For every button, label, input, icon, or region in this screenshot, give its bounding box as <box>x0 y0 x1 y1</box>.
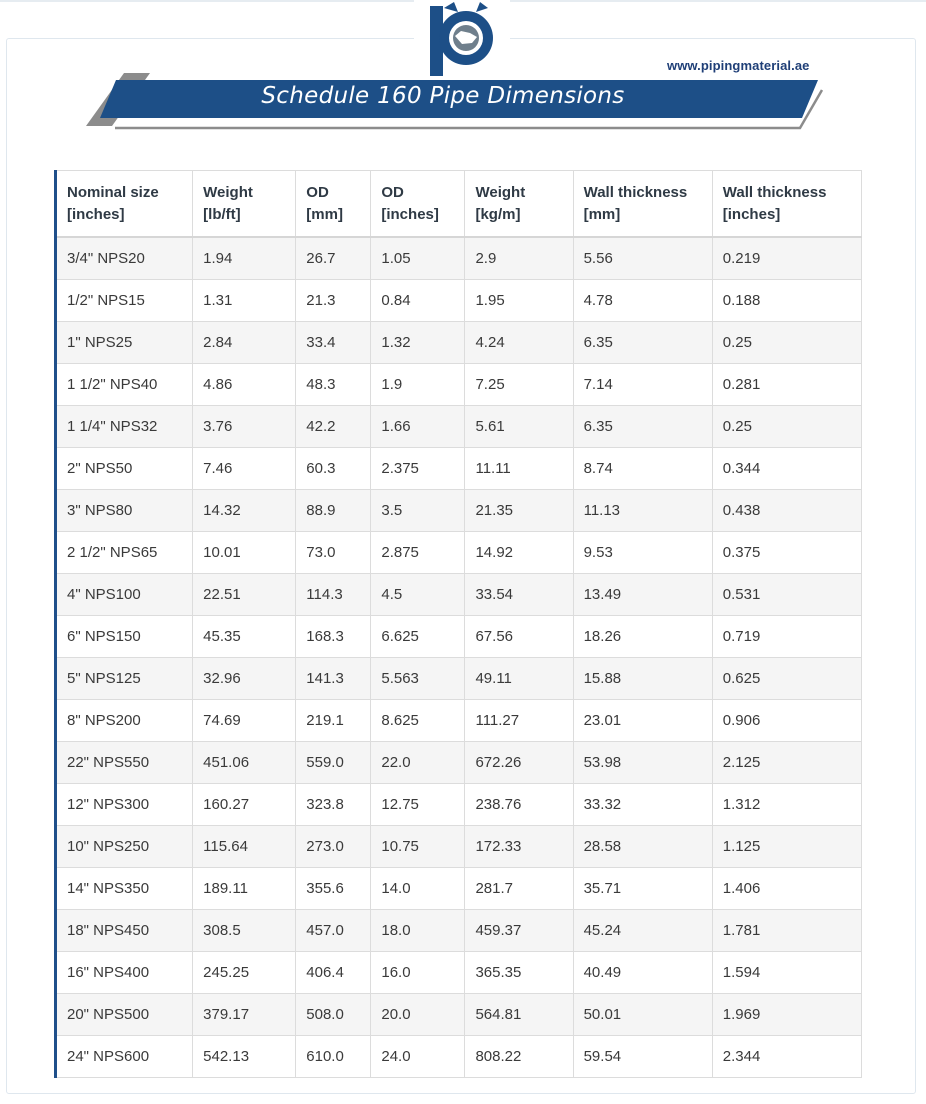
table-cell-od-mm: 73.0 <box>296 532 371 574</box>
table-cell-wall-thickness-mm: 40.49 <box>573 952 712 994</box>
table-row <box>56 364 862 406</box>
column-header-od-inches <box>371 171 465 238</box>
table-cell-weight-kgm: 238.76 <box>465 784 573 826</box>
table-cell-weight-kgm: 281.7 <box>465 868 573 910</box>
table-cell-wall-thickness-inches: 0.344 <box>712 448 861 490</box>
table-row <box>56 406 862 448</box>
table-cell-od-inches: 18.0 <box>371 910 465 952</box>
table-row <box>56 490 862 532</box>
table-cell-od-inches: 1.05 <box>371 237 465 280</box>
column-header-od-mm <box>296 171 371 238</box>
table-cell-weight-kgm: 172.33 <box>465 826 573 868</box>
table-cell-od-inches: 12.75 <box>371 784 465 826</box>
table-cell-wall-thickness-mm: 28.58 <box>573 826 712 868</box>
column-header-unit: [mm] <box>306 205 343 223</box>
table-cell-weight-lbft: 45.35 <box>193 616 296 658</box>
table-cell-weight-kgm: 33.54 <box>465 574 573 616</box>
column-header-unit: [inches] <box>67 205 125 223</box>
table-cell-nominal-size: 14" NPS350 <box>56 868 193 910</box>
table-cell-wall-thickness-mm: 33.32 <box>573 784 712 826</box>
table-cell-nominal-size: 10" NPS250 <box>56 826 193 868</box>
table-cell-od-inches: 5.563 <box>371 658 465 700</box>
table-cell-wall-thickness-inches: 1.406 <box>712 868 861 910</box>
table-cell-od-inches: 1.32 <box>371 322 465 364</box>
table-cell-od-mm: 323.8 <box>296 784 371 826</box>
table-cell-weight-lbft: 4.86 <box>193 364 296 406</box>
column-header-label: OD <box>306 183 329 201</box>
table-cell-weight-lbft: 160.27 <box>193 784 296 826</box>
table-cell-weight-lbft: 189.11 <box>193 868 296 910</box>
table-cell-nominal-size: 22" NPS550 <box>56 742 193 784</box>
page-title: Schedule 160 Pipe Dimensions <box>261 83 625 109</box>
table-cell-weight-kgm: 14.92 <box>465 532 573 574</box>
table-cell-weight-lbft: 10.01 <box>193 532 296 574</box>
column-header-label: Nominal size <box>67 183 159 201</box>
table-cell-weight-lbft: 308.5 <box>193 910 296 952</box>
table-cell-wall-thickness-mm: 15.88 <box>573 658 712 700</box>
table-row <box>56 237 862 280</box>
table-cell-od-inches: 16.0 <box>371 952 465 994</box>
table-cell-wall-thickness-mm: 50.01 <box>573 994 712 1036</box>
table-row <box>56 994 862 1036</box>
column-header-wall-thickness-mm <box>573 171 712 238</box>
table-row <box>56 280 862 322</box>
table-cell-od-mm: 60.3 <box>296 448 371 490</box>
table-cell-weight-kgm: 1.95 <box>465 280 573 322</box>
table-cell-od-mm: 219.1 <box>296 700 371 742</box>
table-header-row <box>56 171 862 238</box>
table-cell-od-mm: 610.0 <box>296 1036 371 1078</box>
table-row <box>56 448 862 490</box>
table-cell-wall-thickness-inches: 2.344 <box>712 1036 861 1078</box>
table-cell-wall-thickness-mm: 5.56 <box>573 237 712 280</box>
table-cell-nominal-size: 5" NPS125 <box>56 658 193 700</box>
table-cell-weight-lbft: 115.64 <box>193 826 296 868</box>
column-header-label: Wall thickness <box>583 183 688 201</box>
table-row <box>56 322 862 364</box>
table-cell-weight-kgm: 808.22 <box>465 1036 573 1078</box>
table-cell-wall-thickness-mm: 13.49 <box>573 574 712 616</box>
table-cell-weight-kgm: 67.56 <box>465 616 573 658</box>
table-cell-wall-thickness-inches: 1.781 <box>712 910 861 952</box>
table-cell-weight-kgm: 459.37 <box>465 910 573 952</box>
column-header-weight-lbft <box>193 171 296 238</box>
table-cell-wall-thickness-inches: 0.25 <box>712 406 861 448</box>
table-cell-weight-lbft: 14.32 <box>193 490 296 532</box>
table-cell-od-mm: 406.4 <box>296 952 371 994</box>
table-row <box>56 532 862 574</box>
table-cell-wall-thickness-mm: 35.71 <box>573 868 712 910</box>
table-cell-wall-thickness-mm: 7.14 <box>573 364 712 406</box>
table-cell-od-inches: 14.0 <box>371 868 465 910</box>
table-cell-od-inches: 24.0 <box>371 1036 465 1078</box>
table-cell-wall-thickness-inches: 2.125 <box>712 742 861 784</box>
table-cell-od-mm: 26.7 <box>296 237 371 280</box>
table-cell-wall-thickness-mm: 9.53 <box>573 532 712 574</box>
column-header-weight-kgm <box>465 171 573 238</box>
column-header-nominal-size <box>56 171 193 238</box>
table-cell-od-inches: 4.5 <box>371 574 465 616</box>
table-cell-od-mm: 508.0 <box>296 994 371 1036</box>
table-cell-nominal-size: 3" NPS80 <box>56 490 193 532</box>
column-header-unit: [kg/m] <box>475 205 521 223</box>
table-cell-weight-lbft: 542.13 <box>193 1036 296 1078</box>
table-cell-wall-thickness-inches: 1.125 <box>712 826 861 868</box>
table-cell-wall-thickness-inches: 1.594 <box>712 952 861 994</box>
table-cell-od-inches: 8.625 <box>371 700 465 742</box>
table-cell-nominal-size: 24" NPS600 <box>56 1036 193 1078</box>
column-header-label: Weight <box>475 183 526 201</box>
table-cell-nominal-size: 1/2" NPS15 <box>56 280 193 322</box>
table-cell-od-inches: 0.84 <box>371 280 465 322</box>
table-cell-weight-kgm: 564.81 <box>465 994 573 1036</box>
table-cell-nominal-size: 18" NPS450 <box>56 910 193 952</box>
table-row <box>56 616 862 658</box>
table-cell-wall-thickness-inches: 0.188 <box>712 280 861 322</box>
table-cell-weight-kgm: 11.11 <box>465 448 573 490</box>
table-cell-weight-lbft: 74.69 <box>193 700 296 742</box>
table-cell-wall-thickness-mm: 18.26 <box>573 616 712 658</box>
table-cell-od-mm: 42.2 <box>296 406 371 448</box>
table-cell-weight-lbft: 2.84 <box>193 322 296 364</box>
table-cell-weight-kgm: 21.35 <box>465 490 573 532</box>
table-cell-weight-lbft: 1.94 <box>193 237 296 280</box>
table-cell-od-mm: 457.0 <box>296 910 371 952</box>
table-cell-wall-thickness-inches: 0.25 <box>712 322 861 364</box>
column-header-label: Weight <box>203 183 253 201</box>
table-cell-od-inches: 1.9 <box>371 364 465 406</box>
table-cell-od-inches: 20.0 <box>371 994 465 1036</box>
table-cell-weight-kgm: 111.27 <box>465 700 573 742</box>
table-cell-wall-thickness-inches: 0.438 <box>712 490 861 532</box>
table-cell-wall-thickness-inches: 0.906 <box>712 700 861 742</box>
table-cell-weight-kgm: 49.11 <box>465 658 573 700</box>
table-cell-od-mm: 114.3 <box>296 574 371 616</box>
table-cell-od-mm: 355.6 <box>296 868 371 910</box>
column-header-wall-thickness-inches <box>712 171 861 238</box>
table-row <box>56 574 862 616</box>
table-cell-wall-thickness-mm: 11.13 <box>573 490 712 532</box>
table-row <box>56 952 862 994</box>
table-cell-nominal-size: 12" NPS300 <box>56 784 193 826</box>
column-header-label: Wall thickness <box>722 183 827 201</box>
column-header-unit: [lb/ft] <box>203 205 241 223</box>
table-cell-od-inches: 2.375 <box>371 448 465 490</box>
table-cell-weight-kgm: 365.35 <box>465 952 573 994</box>
table-cell-weight-lbft: 7.46 <box>193 448 296 490</box>
table-cell-nominal-size: 1 1/4" NPS32 <box>56 406 193 448</box>
table-cell-od-mm: 88.9 <box>296 490 371 532</box>
table-cell-weight-lbft: 32.96 <box>193 658 296 700</box>
table-cell-wall-thickness-mm: 4.78 <box>573 280 712 322</box>
company-logo <box>414 0 510 80</box>
table-row <box>56 700 862 742</box>
table-cell-od-inches: 6.625 <box>371 616 465 658</box>
table-cell-od-mm: 21.3 <box>296 280 371 322</box>
table-cell-od-inches: 3.5 <box>371 490 465 532</box>
table-cell-nominal-size: 8" NPS200 <box>56 700 193 742</box>
column-header-unit: [inches] <box>381 205 439 223</box>
column-header-label: OD <box>381 183 404 201</box>
table-cell-weight-kgm: 672.26 <box>465 742 573 784</box>
table-cell-nominal-size: 2" NPS50 <box>56 448 193 490</box>
table-cell-nominal-size: 20" NPS500 <box>56 994 193 1036</box>
table-cell-nominal-size: 6" NPS150 <box>56 616 193 658</box>
table-row <box>56 868 862 910</box>
table-cell-weight-lbft: 245.25 <box>193 952 296 994</box>
table-cell-od-inches: 10.75 <box>371 826 465 868</box>
table-cell-wall-thickness-mm: 23.01 <box>573 700 712 742</box>
column-header-unit: [inches] <box>722 205 781 223</box>
table-cell-weight-kgm: 5.61 <box>465 406 573 448</box>
table-cell-od-mm: 48.3 <box>296 364 371 406</box>
table-cell-nominal-size: 16" NPS400 <box>56 952 193 994</box>
table-cell-wall-thickness-mm: 59.54 <box>573 1036 712 1078</box>
table-row <box>56 784 862 826</box>
table-row <box>56 910 862 952</box>
table-row <box>56 742 862 784</box>
table-row <box>56 1036 862 1078</box>
table-cell-od-mm: 559.0 <box>296 742 371 784</box>
table-cell-weight-lbft: 379.17 <box>193 994 296 1036</box>
table-cell-wall-thickness-inches: 0.719 <box>712 616 861 658</box>
table-cell-od-mm: 168.3 <box>296 616 371 658</box>
table-cell-nominal-size: 3/4" NPS20 <box>56 237 193 280</box>
table-cell-nominal-size: 4" NPS100 <box>56 574 193 616</box>
table-cell-wall-thickness-inches: 0.219 <box>712 237 861 280</box>
table-cell-weight-lbft: 451.06 <box>193 742 296 784</box>
table-cell-wall-thickness-inches: 0.625 <box>712 658 861 700</box>
table-cell-nominal-size: 1 1/2" NPS40 <box>56 364 193 406</box>
table-cell-wall-thickness-mm: 8.74 <box>573 448 712 490</box>
table-cell-nominal-size: 1" NPS25 <box>56 322 193 364</box>
table-cell-wall-thickness-mm: 6.35 <box>573 406 712 448</box>
table-body <box>56 237 862 1078</box>
table-cell-weight-lbft: 22.51 <box>193 574 296 616</box>
column-header-unit: [mm] <box>583 205 621 223</box>
table-cell-od-mm: 33.4 <box>296 322 371 364</box>
table-cell-wall-thickness-inches: 1.969 <box>712 994 861 1036</box>
table-cell-nominal-size: 2 1/2" NPS65 <box>56 532 193 574</box>
table-cell-od-inches: 1.66 <box>371 406 465 448</box>
table-cell-wall-thickness-inches: 0.531 <box>712 574 861 616</box>
table-row <box>56 826 862 868</box>
site-url[interactable]: www.pipingmaterial.ae <box>667 58 810 73</box>
table-cell-od-inches: 22.0 <box>371 742 465 784</box>
table-cell-wall-thickness-mm: 53.98 <box>573 742 712 784</box>
table-cell-wall-thickness-inches: 0.281 <box>712 364 861 406</box>
table-row <box>56 658 862 700</box>
table-cell-weight-lbft: 3.76 <box>193 406 296 448</box>
table-cell-od-mm: 273.0 <box>296 826 371 868</box>
title-banner <box>86 70 826 130</box>
table-cell-wall-thickness-inches: 0.375 <box>712 532 861 574</box>
table-cell-wall-thickness-inches: 1.312 <box>712 784 861 826</box>
table-cell-wall-thickness-mm: 6.35 <box>573 322 712 364</box>
table-cell-weight-kgm: 4.24 <box>465 322 573 364</box>
table-cell-od-mm: 141.3 <box>296 658 371 700</box>
table-cell-weight-kgm: 7.25 <box>465 364 573 406</box>
table-cell-wall-thickness-mm: 45.24 <box>573 910 712 952</box>
table-cell-weight-kgm: 2.9 <box>465 237 573 280</box>
table-cell-weight-lbft: 1.31 <box>193 280 296 322</box>
pipe-dimensions-table <box>54 170 862 1078</box>
table-cell-od-inches: 2.875 <box>371 532 465 574</box>
